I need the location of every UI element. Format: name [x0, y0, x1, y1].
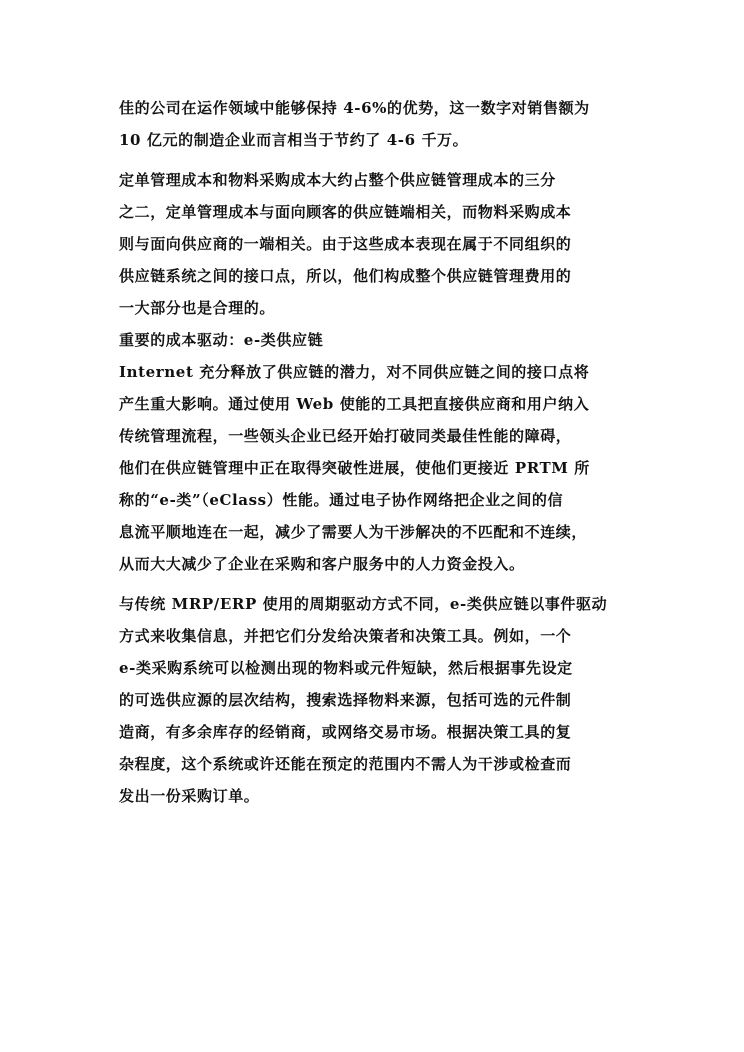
text-line: 供应链系统之间的接口点，所以，他们构成整个供应链管理费用的 [119, 267, 572, 285]
text-line: 从而大大减少了企业在采购和客户服务中的人力资金投入。 [119, 555, 525, 573]
text-line: e-类采购系统可以检测出现的物料或元件短缺，然后根据事先设定 [119, 659, 573, 677]
document-body [119, 92, 639, 812]
text-line: 佳的公司在运作领域中能够保持 4-6%的优势，这一数字对销售额为 [119, 99, 590, 117]
paragraph-cost-share [119, 164, 639, 324]
text-line: 称的“e-类”（eClass）性能。通过电子协作网络把企业之间的信 [119, 491, 564, 509]
text-line: 发出一份采购订单。 [119, 787, 260, 805]
text-line: 息流平顺地连在一起，减少了需要人为干涉解决的不匹配和不连续， [119, 523, 588, 541]
text-line: 与传统 MRP/ERP 使用的周期驱动方式不同，e-类供应链以事件驱动 [119, 595, 608, 613]
text-line: 10 亿元的制造企业而言相当于节约了 4-6 千万。 [119, 131, 469, 149]
text-line: 造商，有多余库存的经销商，或网络交易市场。根据决策工具的复 [119, 723, 572, 741]
text-line: 产生重大影响。通过使用 Web 使能的工具把直接供应商和用户纳入 [119, 395, 590, 413]
paragraph-savings [119, 92, 639, 156]
text-line: 则与面向供应商的一端相关。由于这些成本表现在属于不同组织的 [119, 235, 572, 253]
text-line: 传统管理流程，一些领头企业已经开始打破同类最佳性能的障碍， [119, 427, 572, 445]
section-heading [119, 324, 639, 356]
paragraph-event-driven [119, 588, 639, 812]
text-line: 杂程度，这个系统或许还能在预定的范围内不需人为干涉或检查而 [119, 755, 572, 773]
text-line: Internet 充分释放了供应链的潜力，对不同供应链之间的接口点将 [119, 363, 590, 381]
text-line: 他们在供应链管理中正在取得突破性进展，使他们更接近 PRTM 所 [119, 459, 590, 477]
text-line: 定单管理成本和物料采购成本大约占整个供应链管理成本的三分 [119, 171, 556, 189]
paragraph-internet [119, 356, 639, 580]
text-line: 的可选供应源的层次结构，搜索选择物料来源，包括可选的元件制 [119, 691, 572, 709]
heading-line: 重要的成本驱动：e-类供应链 [119, 331, 324, 349]
text-line: 方式来收集信息，并把它们分发给决策者和决策工具。例如，一个 [119, 627, 572, 645]
text-line: 一大部分也是合理的。 [119, 299, 276, 317]
text-line: 之二，定单管理成本与面向顾客的供应链端相关，而物料采购成本 [119, 203, 572, 221]
